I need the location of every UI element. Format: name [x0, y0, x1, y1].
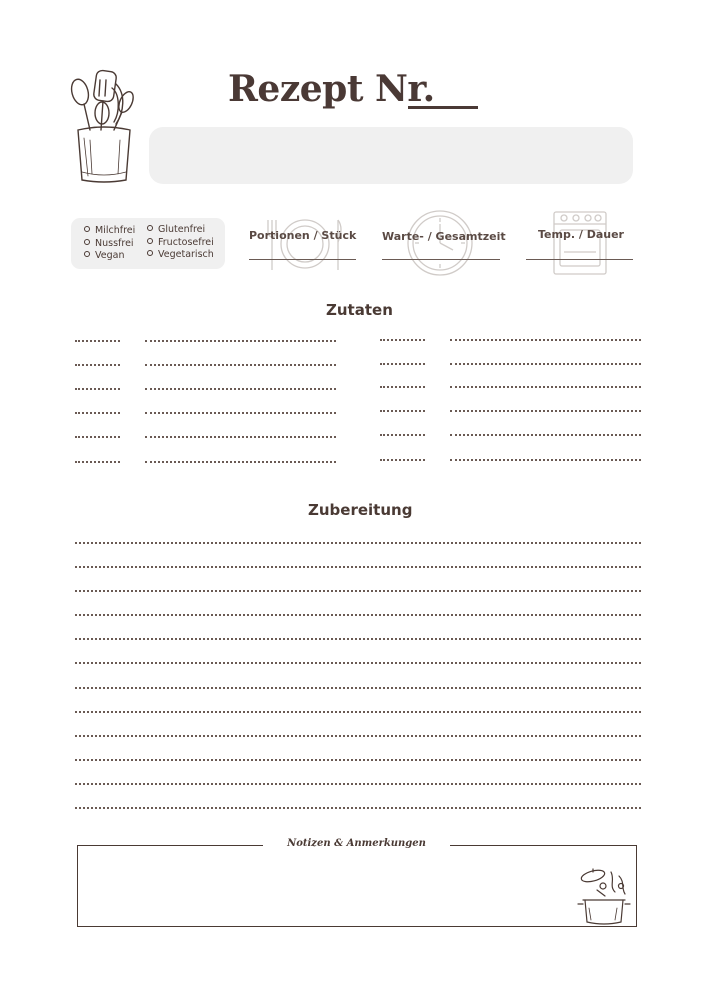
preparation-line[interactable]	[75, 687, 641, 689]
ingredient-amount-field[interactable]	[380, 459, 425, 461]
checkbox-icon[interactable]	[84, 226, 90, 232]
ingredient-name-field[interactable]	[450, 386, 641, 388]
plate-cutlery-icon	[266, 216, 344, 272]
ingredient-amount-field[interactable]	[380, 410, 425, 412]
ingredient-name-field[interactable]	[145, 388, 336, 390]
preparation-line[interactable]	[75, 662, 641, 664]
preparation-line[interactable]	[75, 807, 641, 809]
ingredient-name-field[interactable]	[450, 339, 641, 341]
time-label: Warte- / Gesamtzeit	[382, 230, 506, 243]
ingredient-amount-field[interactable]	[75, 461, 120, 463]
diet-option-fructosefrei[interactable]: Fructosefrei	[147, 237, 214, 250]
diet-option-milchfrei[interactable]: Milchfrei	[84, 225, 135, 238]
ingredient-name-field[interactable]	[145, 461, 336, 463]
preparation-line[interactable]	[75, 638, 641, 640]
ingredient-amount-field[interactable]	[75, 388, 120, 390]
recipe-number-field[interactable]	[408, 106, 478, 109]
diet-option-nussfrei[interactable]: Nussfrei	[84, 238, 135, 251]
diet-option-vegetarisch[interactable]: Vegetarisch	[147, 249, 214, 262]
notes-box[interactable]	[77, 845, 637, 927]
ingredient-amount-field[interactable]	[75, 364, 120, 366]
portions-label: Portionen / Stück	[249, 229, 357, 242]
diet-options-col1	[84, 225, 135, 263]
cooking-pot-icon	[575, 866, 633, 928]
ingredient-name-field[interactable]	[450, 434, 641, 436]
preparation-line[interactable]	[75, 542, 641, 544]
clock-icon	[405, 208, 475, 278]
ingredient-amount-field[interactable]	[75, 412, 120, 414]
ingredient-amount-field[interactable]	[75, 436, 120, 438]
ingredient-amount-field[interactable]	[380, 363, 425, 365]
ingredient-name-field[interactable]	[145, 436, 336, 438]
ingredients-heading: Zutaten	[326, 301, 393, 319]
checkbox-icon[interactable]	[147, 225, 153, 231]
preparation-line[interactable]	[75, 759, 641, 761]
preparation-line[interactable]	[75, 711, 641, 713]
checkbox-icon[interactable]	[147, 238, 153, 244]
ingredient-name-field[interactable]	[145, 364, 336, 366]
ingredient-name-field[interactable]	[450, 363, 641, 365]
notes-border-right	[450, 845, 636, 846]
ingredient-name-field[interactable]	[450, 410, 641, 412]
preparation-line[interactable]	[75, 566, 641, 568]
ingredient-name-field[interactable]	[450, 459, 641, 461]
diet-option-glutenfrei[interactable]: Glutenfrei	[147, 224, 214, 237]
preparation-heading: Zubereitung	[308, 501, 413, 519]
ingredient-name-field[interactable]	[145, 340, 336, 342]
diet-options-col2	[147, 224, 214, 262]
checkbox-icon[interactable]	[84, 239, 90, 245]
preparation-line[interactable]	[75, 783, 641, 785]
preparation-line[interactable]	[75, 614, 641, 616]
diet-option-vegan[interactable]: Vegan	[84, 250, 135, 263]
preparation-line[interactable]	[75, 735, 641, 737]
kitchen-utensils-icon	[68, 68, 140, 186]
checkbox-icon[interactable]	[84, 251, 90, 257]
ingredient-amount-field[interactable]	[380, 386, 425, 388]
ingredient-name-field[interactable]	[145, 412, 336, 414]
recipe-name-field[interactable]	[149, 127, 633, 184]
notes-heading: Notizen & Anmerkungen	[287, 838, 426, 849]
time-field[interactable]	[382, 259, 500, 260]
oven-icon	[552, 210, 608, 276]
page-title: Rezept Nr.	[228, 68, 435, 110]
temp-field[interactable]	[526, 259, 633, 260]
temp-label: Temp. / Dauer	[538, 228, 624, 241]
ingredient-amount-field[interactable]	[380, 434, 425, 436]
notes-border-left	[77, 845, 263, 846]
ingredient-amount-field[interactable]	[380, 339, 425, 341]
portions-field[interactable]	[249, 259, 356, 260]
preparation-line[interactable]	[75, 590, 641, 592]
ingredient-amount-field[interactable]	[75, 340, 120, 342]
checkbox-icon[interactable]	[147, 250, 153, 256]
